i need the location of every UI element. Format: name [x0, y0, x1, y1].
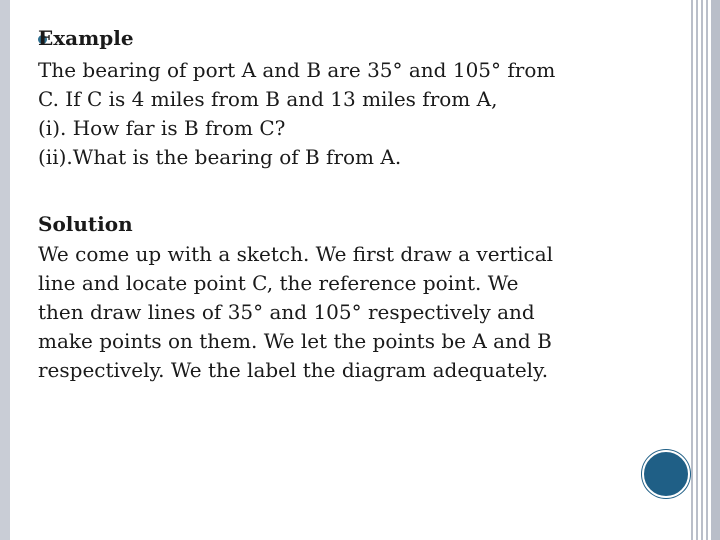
solution-line: We come up with a sketch. We first draw a vertical [38, 242, 554, 266]
example-section [38, 22, 618, 172]
solution-text [38, 240, 618, 385]
solution-heading: Solution [38, 212, 133, 236]
slide-content [38, 22, 618, 385]
example-line: (i). How far is B from C? [38, 116, 286, 140]
solution-line: line and locate point C, the reference point. We [38, 271, 519, 295]
solution-line: respectively. We the label the diagram adequately. [38, 358, 549, 382]
example-heading: Example [38, 26, 134, 50]
solution-line: make points on them. We let the points be A and B [38, 329, 552, 353]
example-line: The bearing of port A and B are 35° and 105° from [38, 58, 556, 82]
left-border [0, 0, 10, 540]
slide-nav-circle-button[interactable] [642, 450, 690, 498]
example-line: C. If C is 4 miles from B and 13 miles from A, [38, 87, 498, 111]
solution-line: then draw lines of 35° and 105° respectively and [38, 300, 535, 324]
solution-section [38, 208, 618, 385]
example-line: (ii).What is the bearing of B from A. [38, 145, 402, 169]
example-text [38, 56, 618, 172]
right-decorative-stripes [688, 0, 720, 540]
